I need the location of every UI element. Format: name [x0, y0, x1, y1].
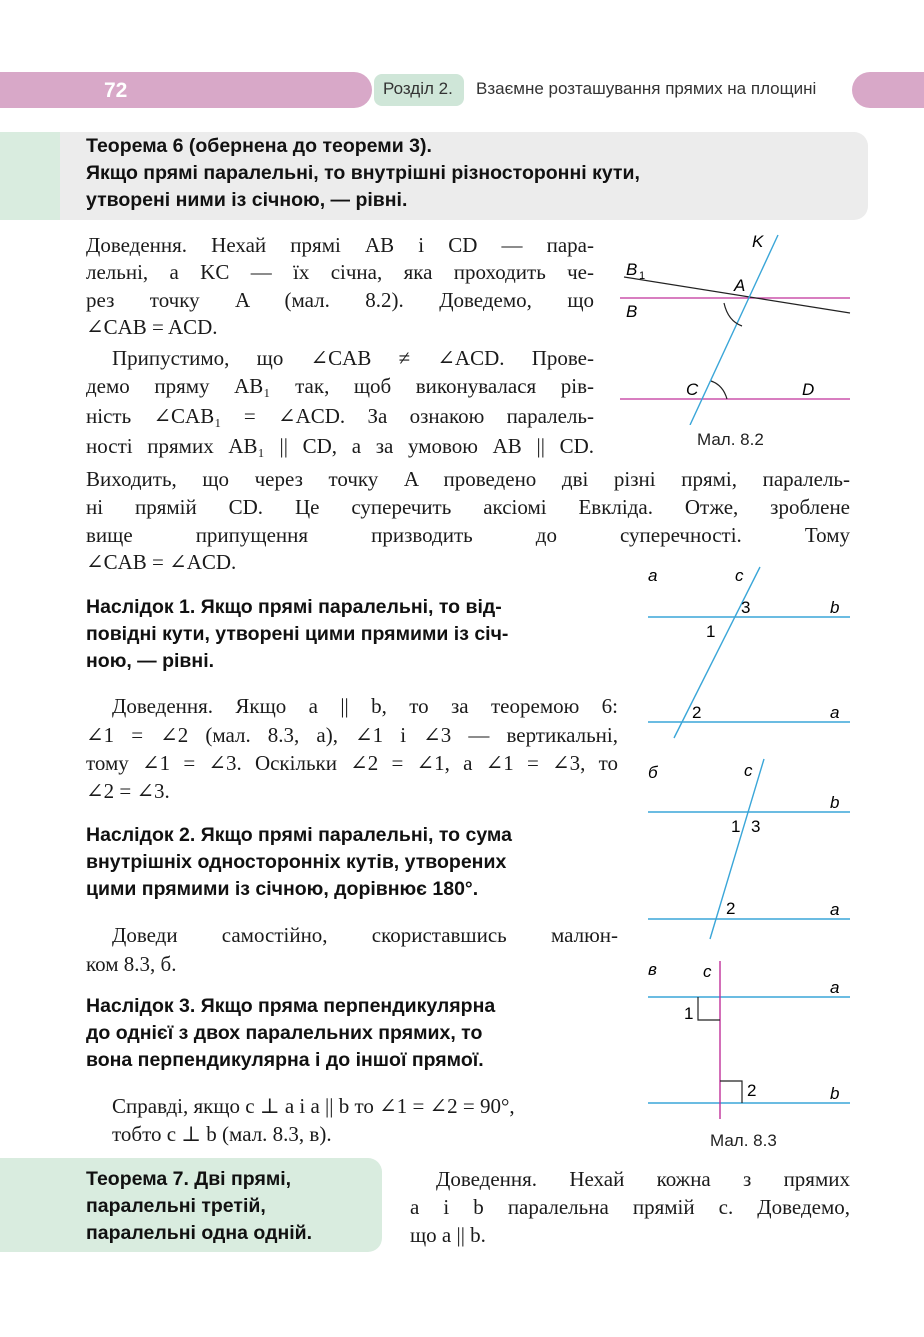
corollary-2-line: цими прямими із січною, дорівнює 180°. [86, 878, 479, 900]
angle-1-label: 1 [731, 817, 741, 836]
proof6-line: ність ∠CAB₁ = ∠ACD. За ознакою паралель- [86, 404, 594, 428]
proof6-line: Доведення. Нехай прямі AB і CD — пара- [86, 233, 594, 257]
proof-c2-line: Доведи самостійно, скориставшись малюн- [112, 923, 618, 947]
label-b: B [626, 302, 638, 321]
proof6-line: ні прямій CD. Це суперечить аксіомі Евкліда. Отже, зроблене [86, 495, 850, 519]
label-k: K [752, 232, 764, 251]
label-a: a [830, 978, 840, 997]
angle-2-label: 2 [726, 899, 736, 918]
proof6-line: ∠CAB = ∠ACD. [86, 550, 237, 574]
proof-c1-line: ∠1 = ∠2 (мал. 8.3, а), ∠1 і ∠3 — вертикальні, [86, 723, 618, 747]
proof6-line: демо пряму AB₁ так, щоб виконувалася рів- [86, 374, 594, 398]
proof6-line: ∠CAB = ACD. [86, 315, 218, 339]
theorem-7-text [86, 1166, 312, 1247]
chapter-title: Взаємне розташування прямих на площині [476, 79, 817, 98]
figure-8-3-a [640, 562, 860, 752]
label-b1: B [626, 260, 638, 279]
figure-8-2-caption: Мал. 8.2 [697, 430, 764, 449]
secant-c [710, 759, 764, 939]
figure-8-2 [620, 225, 860, 425]
theorem-7-line: паралельні одна одній. [86, 1222, 313, 1244]
label-b1-subscript: 1 [639, 270, 646, 282]
proof-c1-line: ∠2 = ∠3. [86, 779, 170, 803]
proof-c1-line: Доведення. Якщо a || b, то за теоремою 6: [112, 694, 618, 718]
corollary-3-line: вона перпендикулярна і до іншої прямої. [86, 1049, 484, 1071]
corollary-2-line: Наслідок 2. Якщо прямі паралельні, то сума [86, 824, 512, 846]
proof7-line: що a || b. [410, 1223, 486, 1247]
header-bar-right [852, 72, 924, 108]
proof6-line: лельні, а KC — їх січна, яка проходить че- [86, 260, 594, 284]
part-label: в [648, 960, 657, 979]
corollary-1-line: повідні кути, утворені цими прямими із січ- [86, 623, 509, 645]
corollary-3-line: до однієї з двох паралельних прямих, то [86, 1022, 483, 1044]
corollary-2-line: внутрішніх односторонніх кутів, утворених [86, 851, 507, 873]
theorem-7-line: Теорема 7. Дві прямі, [86, 1168, 292, 1190]
part-label: а [648, 566, 658, 585]
page-number: 72 [104, 79, 128, 102]
angle-arc-c [711, 381, 727, 399]
label-a: A [734, 276, 746, 295]
proof6-line: Припустимо, що ∠CAB ≠ ∠ACD. Прове- [112, 346, 594, 370]
label-a: a [830, 900, 840, 919]
angle-2-label: 2 [747, 1081, 757, 1100]
angle-1-label: 1 [706, 622, 716, 641]
label-b: b [830, 793, 840, 812]
part-label: б [648, 763, 658, 782]
angle-1-label: 1 [684, 1004, 694, 1023]
proof7-line: a і b паралельна прямій c. Доведемо, [410, 1195, 850, 1219]
figure-8-3-b [640, 757, 860, 947]
label-c: C [686, 380, 699, 399]
theorem-6-line: Теорема 6 (обернена до теореми 3). [86, 135, 432, 157]
theorem-6-text [86, 133, 640, 214]
right-angle-2 [720, 1081, 742, 1103]
right-angle-1 [698, 997, 720, 1020]
corollary-1 [86, 594, 508, 675]
angle-3-label: 3 [751, 817, 761, 836]
proof6-line: вище припущення призводить до суперечності. Тому [86, 523, 850, 547]
label-b: b [830, 1084, 840, 1103]
proof-c3-line: тобто c ⊥ b (мал. 8.3, в). [112, 1122, 332, 1146]
proof6-line: рез точку A (мал. 8.2). Доведемо, що [86, 288, 594, 312]
proof-c3-line: Справді, якщо c ⊥ a і a || b то ∠1 = ∠2 = 90°, [112, 1094, 515, 1118]
angle-3-label: 3 [741, 598, 751, 617]
theorem-6-line: утворені ними із січною, — рівні. [86, 189, 408, 211]
corollary-1-line: ною, — рівні. [86, 650, 215, 672]
chapter-label: Розділ 2. [383, 79, 453, 98]
header-bar-left [0, 72, 372, 108]
corollary-3 [86, 993, 495, 1074]
proof7-line: Доведення. Нехай кожна з прямих [436, 1167, 850, 1191]
figure-8-3-caption: Мал. 8.3 [710, 1131, 777, 1150]
label-c: c [735, 566, 744, 585]
angle-arc-a [724, 303, 742, 326]
corollary-3-line: Наслідок 3. Якщо пряма перпендикулярна [86, 995, 496, 1017]
label-a: a [830, 703, 840, 722]
secant-c [674, 567, 760, 738]
theorem-7-line: паралельні третій, [86, 1195, 266, 1217]
angle-2-label: 2 [692, 703, 702, 722]
label-d: D [802, 380, 815, 399]
corollary-2 [86, 822, 512, 903]
figure-8-3-c [640, 955, 860, 1125]
proof-c2-line: ком 8.3, б. [86, 952, 177, 976]
theorem-6-line: Якщо прямі паралельні, то внутрішні різносторонні кути, [86, 162, 640, 184]
proof6-line: Виходить, що через точку A проведено дві різні прямі, паралель- [86, 467, 850, 491]
proof6-line: ності прямих AB₁ || CD, а за умовою AB || CD. [86, 434, 594, 458]
secant-kc [690, 235, 778, 425]
corollary-1-line: Наслідок 1. Якщо прямі паралельні, то від- [86, 596, 502, 618]
proof-c1-line: тому ∠1 = ∠3. Оскільки ∠2 = ∠1, а ∠1 = ∠3, то [86, 751, 618, 775]
label-c: c [744, 761, 753, 780]
label-b: b [830, 598, 840, 617]
label-c: c [703, 962, 712, 981]
